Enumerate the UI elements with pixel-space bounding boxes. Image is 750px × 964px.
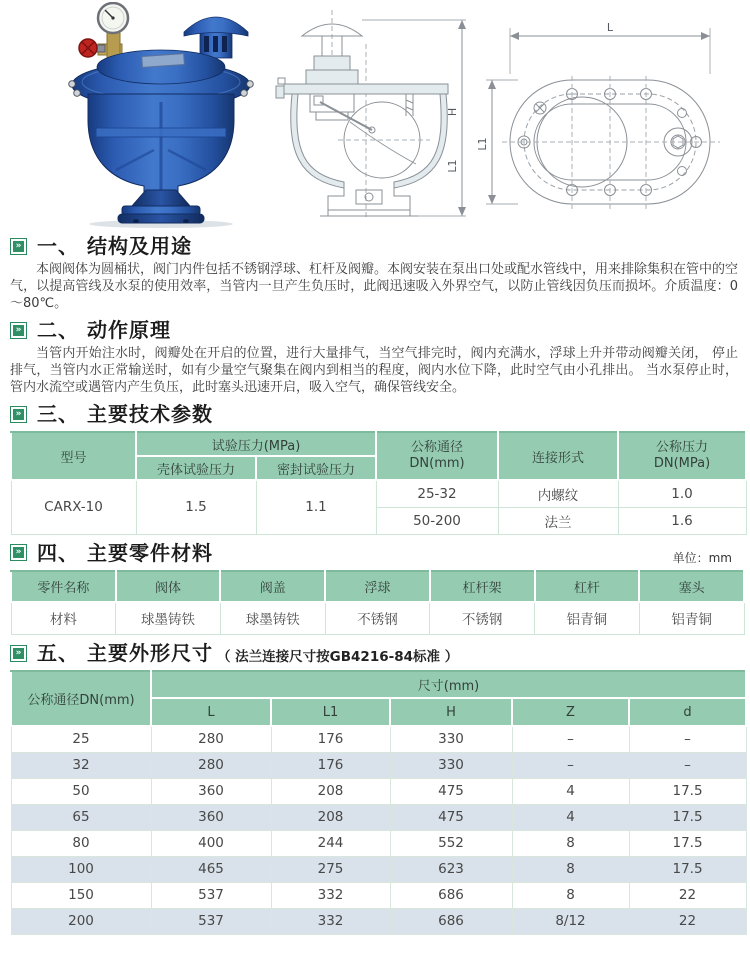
cell: 475 bbox=[390, 804, 512, 830]
cell: 686 bbox=[390, 908, 512, 934]
col-header-d: d bbox=[629, 698, 746, 726]
col-header-lever-frame: 杠杆架 bbox=[430, 571, 535, 602]
table-row bbox=[11, 804, 746, 830]
section-marker-glyph: » bbox=[13, 409, 24, 420]
dimensions-table bbox=[10, 670, 747, 935]
cell-connection: 内螺纹 bbox=[498, 480, 618, 507]
cell: 65 bbox=[11, 804, 151, 830]
cell: 244 bbox=[271, 830, 390, 856]
col-header-body: 阀体 bbox=[116, 571, 221, 602]
materials-table bbox=[10, 570, 745, 636]
col-header-pn bbox=[618, 432, 746, 480]
cell-material: 不锈钢 bbox=[325, 602, 430, 635]
cell: 400 bbox=[151, 830, 271, 856]
cell: 8 bbox=[512, 830, 629, 856]
section-2-paragraph: 当管内开始注水时，阀瓣处在开启的位置，进行大量排气，当空气排完时，阀内充满水，浮球上升并带动阀瓣关闭， 停止排气，当管内水正常输送时，如有少量空气聚集在阀内到相当的程度，阀内水位下降，此时空气由小孔排出。 当水泵停止时， 管内水流空或遇管内产生负压，此时塞头迅速开启，吸入空气，确保管线安全。 bbox=[10, 346, 738, 395]
figures-row bbox=[0, 0, 750, 228]
section-2-title: 二、 动作原理 bbox=[37, 318, 171, 342]
col-header-model: 型号 bbox=[11, 432, 136, 480]
section-1-paragraph: 本阀阀体为圆桶状，阀门内件包括不锈钢浮球、杠杆及阀瓣。本阀安装在泵出口处或配水管线中，用来排除集积在管中的空气，以提高管线及水泵的使用效率，当管内一旦产生负压时，此阀迅速吸入外界空气，以防止管线因负压而损坏。介质温度：0～80℃。 bbox=[10, 262, 739, 311]
cell: 208 bbox=[271, 778, 390, 804]
cell-dn: 50-200 bbox=[376, 507, 498, 534]
col-header-seal-test: 密封试验压力 bbox=[256, 456, 376, 480]
table-row bbox=[11, 480, 746, 507]
cell: 332 bbox=[271, 882, 390, 908]
table-row bbox=[11, 752, 746, 778]
cell: 623 bbox=[390, 856, 512, 882]
cell: 4 bbox=[512, 778, 629, 804]
col-header-dn-line2: DN(mm) bbox=[409, 456, 465, 471]
table-row bbox=[11, 602, 744, 635]
table-row bbox=[11, 882, 746, 908]
section-marker-icon bbox=[10, 544, 27, 561]
valve-section-drawing bbox=[266, 4, 471, 226]
cell: 537 bbox=[151, 908, 271, 934]
dim-label-l: L bbox=[606, 21, 614, 34]
col-header-dn-line1: 公称通径 bbox=[410, 440, 463, 455]
section-3-heading bbox=[10, 401, 750, 427]
table-row bbox=[11, 778, 746, 804]
cell: 8 bbox=[512, 882, 629, 908]
cell: 360 bbox=[151, 804, 271, 830]
col-header-pn-line2: DN(MPa) bbox=[653, 456, 711, 471]
col-header-pn-line1: 公称压力 bbox=[655, 440, 708, 455]
cell: 686 bbox=[390, 882, 512, 908]
col-header-shell-test: 壳体试验压力 bbox=[136, 456, 256, 480]
cell: 8/12 bbox=[512, 908, 629, 934]
cell: 465 bbox=[151, 856, 271, 882]
section-4-heading bbox=[10, 540, 750, 566]
col-header-L: L bbox=[151, 698, 271, 726]
cell: 280 bbox=[151, 726, 271, 752]
col-header-part: 零件名称 bbox=[11, 571, 116, 602]
valve-product-photo bbox=[58, 2, 258, 228]
cell-connection: 法兰 bbox=[498, 507, 618, 534]
cell-material: 铝青铜 bbox=[639, 602, 744, 635]
cell: 32 bbox=[11, 752, 151, 778]
dim-label-h: H bbox=[446, 107, 459, 117]
cell-material: 铝青铜 bbox=[535, 602, 640, 635]
cell: 330 bbox=[390, 752, 512, 778]
cell: 50 bbox=[11, 778, 151, 804]
dim-label-l1-top: L1 bbox=[476, 137, 489, 151]
section-2-heading bbox=[10, 317, 750, 343]
cell: 22 bbox=[629, 908, 746, 934]
cell-material: 不锈钢 bbox=[430, 602, 535, 635]
cell: 200 bbox=[11, 908, 151, 934]
cell-pn: 1.6 bbox=[618, 507, 746, 534]
cell-pn: 1.0 bbox=[618, 480, 746, 507]
cell: – bbox=[512, 726, 629, 752]
cell-row-label: 材料 bbox=[11, 602, 116, 635]
table-row bbox=[11, 908, 746, 934]
table-row bbox=[11, 856, 746, 882]
cell: 475 bbox=[390, 778, 512, 804]
cell: 275 bbox=[271, 856, 390, 882]
cell: 176 bbox=[271, 752, 390, 778]
section-1-title: 一、 结构及用途 bbox=[37, 234, 192, 258]
cell-model: CARX-10 bbox=[11, 480, 136, 534]
cell: 17.5 bbox=[629, 804, 746, 830]
section-marker-icon bbox=[10, 406, 27, 423]
cell: 100 bbox=[11, 856, 151, 882]
cell: 17.5 bbox=[629, 830, 746, 856]
col-header-float: 浮球 bbox=[325, 571, 430, 602]
section-marker-glyph: » bbox=[13, 325, 24, 336]
valve-topview-drawing bbox=[474, 14, 746, 214]
section-marker-icon bbox=[10, 322, 27, 339]
col-header-size: 尺寸(mm) bbox=[151, 671, 746, 698]
cell: 332 bbox=[271, 908, 390, 934]
col-header-Z: Z bbox=[512, 698, 629, 726]
col-header-connection: 连接形式 bbox=[498, 432, 618, 480]
cell: – bbox=[629, 726, 746, 752]
cell: 8 bbox=[512, 856, 629, 882]
section-1-heading bbox=[10, 233, 750, 259]
cell: 22 bbox=[629, 882, 746, 908]
table-row bbox=[11, 830, 746, 856]
col-header-lever: 杠杆 bbox=[535, 571, 640, 602]
cell: 360 bbox=[151, 778, 271, 804]
section-5-subtitle: （ 法兰连接尺寸按GB4216-84标准 ） bbox=[216, 649, 459, 665]
cell: – bbox=[512, 752, 629, 778]
col-header-bonnet: 阀盖 bbox=[220, 571, 325, 602]
cell: 17.5 bbox=[629, 856, 746, 882]
col-header-plug: 塞头 bbox=[639, 571, 744, 602]
section-5-heading bbox=[10, 640, 750, 666]
cell-seal-value: 1.1 bbox=[256, 480, 376, 534]
dim-label-l1: L1 bbox=[446, 159, 459, 173]
section-marker-icon bbox=[10, 645, 27, 662]
cell: 80 bbox=[11, 830, 151, 856]
section-marker-glyph: » bbox=[13, 241, 24, 252]
cell: 330 bbox=[390, 726, 512, 752]
cell-material: 球墨铸铁 bbox=[220, 602, 325, 635]
section-5-title: 五、 主要外形尺寸 bbox=[37, 641, 213, 665]
section-3-title: 三、 主要技术参数 bbox=[37, 402, 213, 426]
cell: – bbox=[629, 752, 746, 778]
cell: 537 bbox=[151, 882, 271, 908]
cell: 552 bbox=[390, 830, 512, 856]
technical-parameters-table bbox=[10, 431, 747, 535]
col-header-test-pressure: 试验压力(MPa) bbox=[136, 432, 376, 456]
col-header-L1: L1 bbox=[271, 698, 390, 726]
section-marker-glyph: » bbox=[13, 648, 24, 659]
cell: 25 bbox=[11, 726, 151, 752]
cell: 176 bbox=[271, 726, 390, 752]
col-header-dn bbox=[376, 432, 498, 480]
section-4-title: 四、 主要零件材料 bbox=[37, 540, 213, 565]
cell-shell-value: 1.5 bbox=[136, 480, 256, 534]
cell: 4 bbox=[512, 804, 629, 830]
col-header-dn: 公称通径DN(mm) bbox=[11, 671, 151, 726]
cell-dn: 25-32 bbox=[376, 480, 498, 507]
col-header-H: H bbox=[390, 698, 512, 726]
cell: 17.5 bbox=[629, 778, 746, 804]
section-marker-glyph: » bbox=[13, 547, 24, 558]
cell: 280 bbox=[151, 752, 271, 778]
section-marker-icon bbox=[10, 238, 27, 255]
table-row bbox=[11, 726, 746, 752]
cell: 208 bbox=[271, 804, 390, 830]
cell-material: 球墨铸铁 bbox=[116, 602, 221, 635]
cell: 150 bbox=[11, 882, 151, 908]
unit-note: 单位：mm bbox=[672, 550, 732, 565]
